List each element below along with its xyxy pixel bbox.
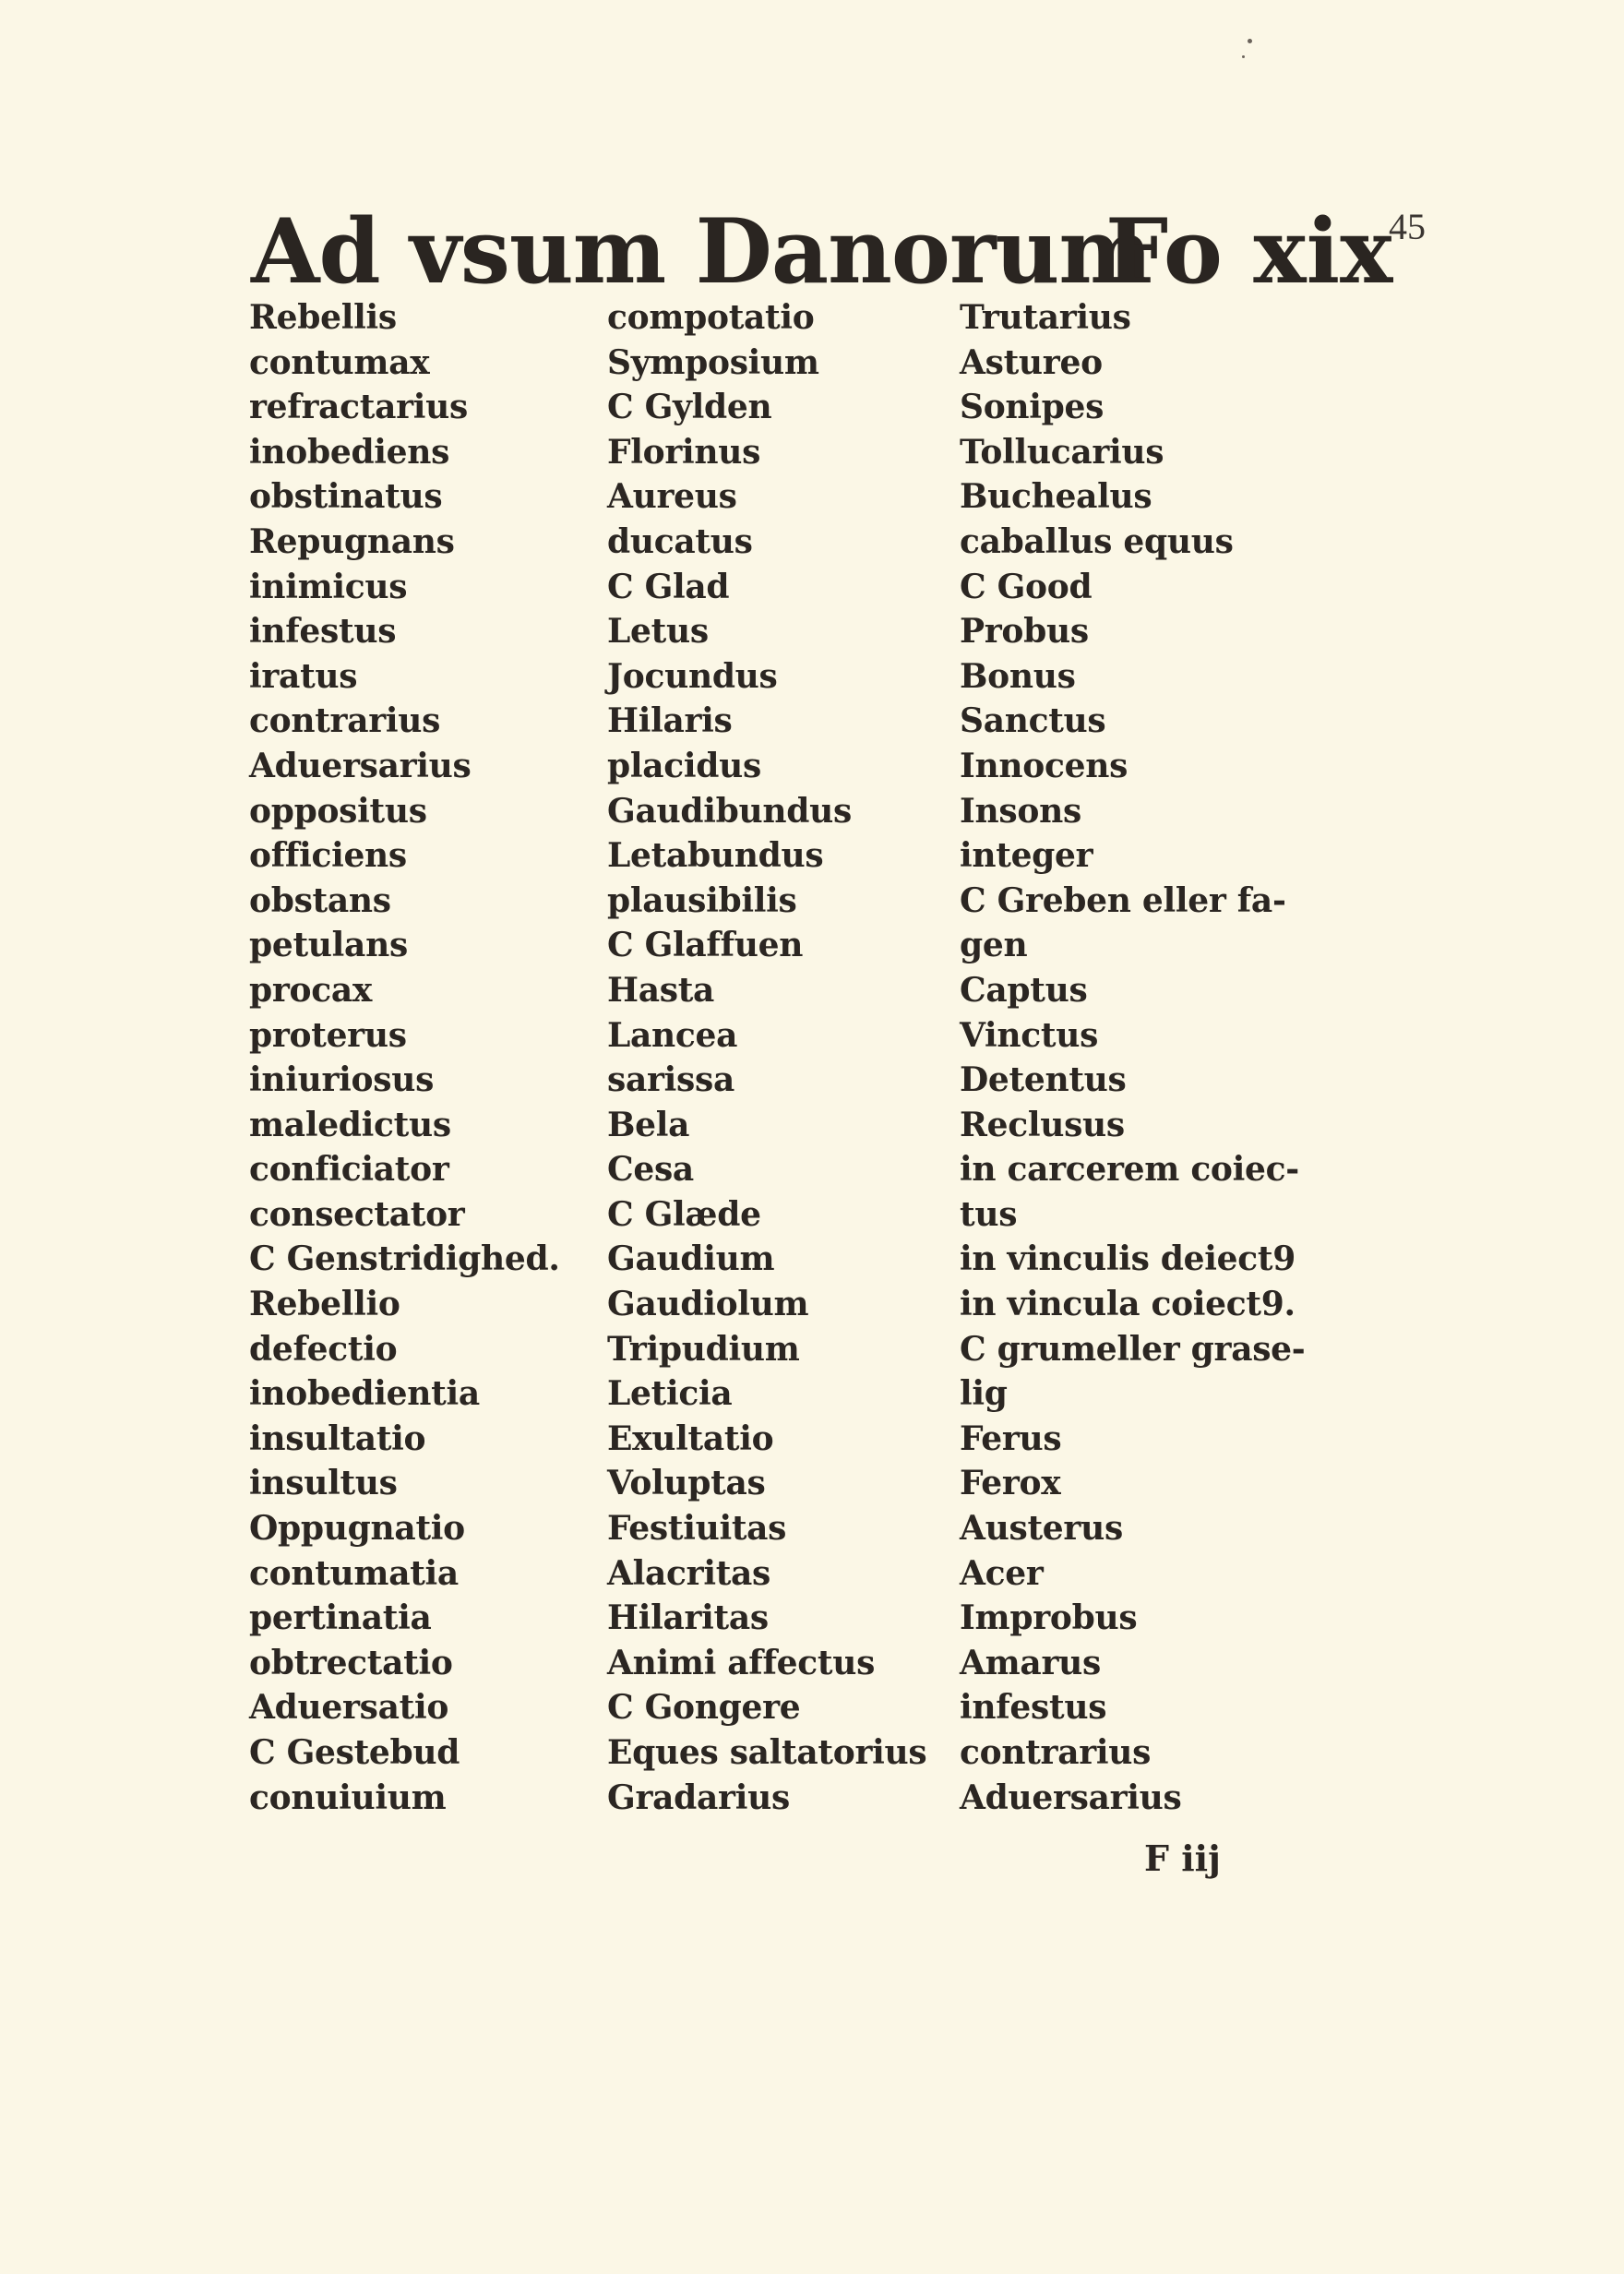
glossary-entry: Ferus	[960, 1418, 1062, 1458]
glossary-entry: Gaudium	[607, 1239, 775, 1279]
glossary-entry: in carcerem coiec-	[960, 1150, 1299, 1190]
glossary-entry: obtrectatio	[249, 1643, 453, 1682]
glossary-entry: inimicus	[249, 567, 408, 606]
glossary-entry: consectator	[249, 1194, 465, 1234]
glossary-entry: Innocens	[960, 746, 1128, 785]
glossary-entry: obstans	[249, 880, 391, 920]
glossary-entry: Detentus	[960, 1060, 1127, 1100]
glossary-entry: maledictus	[249, 1105, 451, 1144]
glossary-entry: Aduersatio	[249, 1688, 449, 1728]
glossary-entry: procax	[249, 970, 373, 1010]
glossary-entry: C Glaffuen	[607, 926, 804, 965]
glossary-entry: Gaudiolum	[607, 1285, 809, 1324]
glossary-entry: Bonus	[960, 656, 1076, 696]
glossary-entry: ducatus	[607, 521, 753, 561]
glossary-entry: Hasta	[607, 970, 715, 1010]
glossary-entry: C Genstridighed.	[249, 1239, 560, 1279]
glossary-entry: proterus	[249, 1015, 407, 1055]
glossary-entry: Symposium	[607, 342, 819, 382]
glossary-entry: Aduersarius	[249, 746, 472, 785]
glossary-entry: sarissa	[607, 1060, 734, 1100]
glossary-entry: Tripudium	[607, 1329, 800, 1369]
glossary-entry: contumatia	[249, 1553, 459, 1593]
glossary-entry: C Glad	[607, 567, 730, 606]
glossary-entry: C Gestebud	[249, 1733, 460, 1772]
glossary-entry: Austerus	[960, 1509, 1123, 1549]
ink-speck	[1248, 39, 1252, 43]
glossary-entry: Rebellio	[249, 1285, 400, 1324]
glossary-entry: C Glæde	[607, 1194, 761, 1234]
glossary-entry: Trutarius	[960, 298, 1131, 337]
glossary-entry: compotatio	[607, 298, 815, 337]
glossary-entry: Captus	[960, 970, 1088, 1010]
glossary-entry: lig	[960, 1374, 1008, 1414]
glossary-entry: Voluptas	[607, 1464, 766, 1503]
glossary-entry: Rebellis	[249, 298, 397, 337]
glossary-entry: infestus	[249, 612, 397, 652]
glossary-entry: Eques saltatorius	[607, 1733, 927, 1772]
glossary-entry: Exultatio	[607, 1418, 774, 1458]
glossary-entry: Sanctus	[960, 701, 1106, 741]
glossary-entry: officiens	[249, 836, 407, 876]
glossary-entry: Vinctus	[960, 1015, 1099, 1055]
glossary-entry: Florinus	[607, 432, 761, 472]
glossary-entry: Insons	[960, 791, 1081, 831]
glossary-entry: Jocundus	[607, 656, 778, 696]
running-head-folio: Fo xix	[1105, 199, 1393, 304]
glossary-entry: insultatio	[249, 1418, 426, 1458]
glossary-entry: integer	[960, 836, 1093, 876]
glossary-entry: caballus equus	[960, 521, 1234, 561]
glossary-column-1	[249, 295, 600, 1820]
glossary-entry: Letus	[607, 612, 709, 652]
glossary-entry: conficiator	[249, 1150, 449, 1190]
glossary-entry: Repugnans	[249, 521, 455, 561]
glossary-entry: Reclusus	[960, 1105, 1125, 1144]
glossary-entry: placidus	[607, 746, 761, 785]
glossary-entry: C Gylden	[607, 388, 772, 427]
glossary-entry: Ferox	[960, 1464, 1061, 1503]
glossary-entry: Astureo	[960, 342, 1103, 382]
glossary-entry: Lancea	[607, 1015, 738, 1055]
glossary-entry: refractarius	[249, 388, 469, 427]
glossary-entry: Bela	[607, 1105, 690, 1144]
glossary-entry: iniuriosus	[249, 1060, 435, 1100]
glossary-entry: gen	[960, 926, 1028, 965]
ink-speck	[1242, 55, 1245, 58]
glossary-entry: Hilaris	[607, 701, 733, 741]
glossary-entry: Festiuitas	[607, 1509, 787, 1549]
glossary-entry: Alacritas	[607, 1553, 771, 1593]
glossary-entry: plausibilis	[607, 880, 797, 920]
glossary-entry: contumax	[249, 342, 430, 382]
glossary-entry: Letabundus	[607, 836, 824, 876]
glossary-entry: Aduersarius	[960, 1777, 1182, 1817]
glossary-entry: Animi affectus	[607, 1643, 876, 1682]
glossary-column-2	[607, 295, 967, 1820]
glossary-entry: Tollucarius	[960, 432, 1164, 472]
glossary-entry: contrarius	[249, 701, 441, 741]
glossary-entry: Probus	[960, 612, 1089, 652]
glossary-entry: oppositus	[249, 791, 427, 831]
glossary-entry: Improbus	[960, 1598, 1138, 1638]
glossary-entry: Acer	[960, 1553, 1044, 1593]
glossary-entry: Aureus	[607, 477, 737, 517]
running-head-title: Ad vsum Danorum	[251, 199, 1152, 304]
glossary-entry: petulans	[249, 926, 408, 965]
glossary-entry: tus	[960, 1194, 1018, 1234]
glossary-entry: inobedientia	[249, 1374, 480, 1414]
signature-mark: F iij	[1144, 1837, 1221, 1879]
glossary-entry: C Good	[960, 567, 1093, 606]
glossary-entry: in vinculis deiect9	[960, 1239, 1296, 1279]
glossary-entry: Hilaritas	[607, 1598, 769, 1638]
glossary-entry: C grumeller grase-	[960, 1329, 1306, 1369]
glossary-entry: iratus	[249, 656, 358, 696]
glossary-entry: Sonipes	[960, 388, 1105, 427]
glossary-entry: insultus	[249, 1464, 398, 1503]
glossary-entry: Leticia	[607, 1374, 733, 1414]
glossary-entry: Amarus	[960, 1643, 1101, 1682]
glossary-entry: Buchealus	[960, 477, 1152, 517]
page-number: 45	[1389, 206, 1426, 247]
glossary-entry: conuiuium	[249, 1777, 447, 1817]
glossary-entry: Gradarius	[607, 1777, 790, 1817]
glossary-entry: defectio	[249, 1329, 398, 1369]
glossary-entry: Cesa	[607, 1150, 694, 1190]
glossary-entry: infestus	[960, 1688, 1107, 1728]
glossary-entry: pertinatia	[249, 1598, 432, 1638]
glossary-column-3	[960, 295, 1329, 1820]
glossary-entry: obstinatus	[249, 477, 443, 517]
glossary-entry: in vincula coiect9.	[960, 1285, 1296, 1324]
glossary-entry: C Gongere	[607, 1688, 801, 1728]
glossary-entry: inobediens	[249, 432, 450, 472]
glossary-entry: C Greben eller fa-	[960, 880, 1286, 920]
glossary-entry: Gaudibundus	[607, 791, 852, 831]
glossary-entry: contrarius	[960, 1733, 1152, 1772]
glossary-entry: Oppugnatio	[249, 1509, 465, 1549]
